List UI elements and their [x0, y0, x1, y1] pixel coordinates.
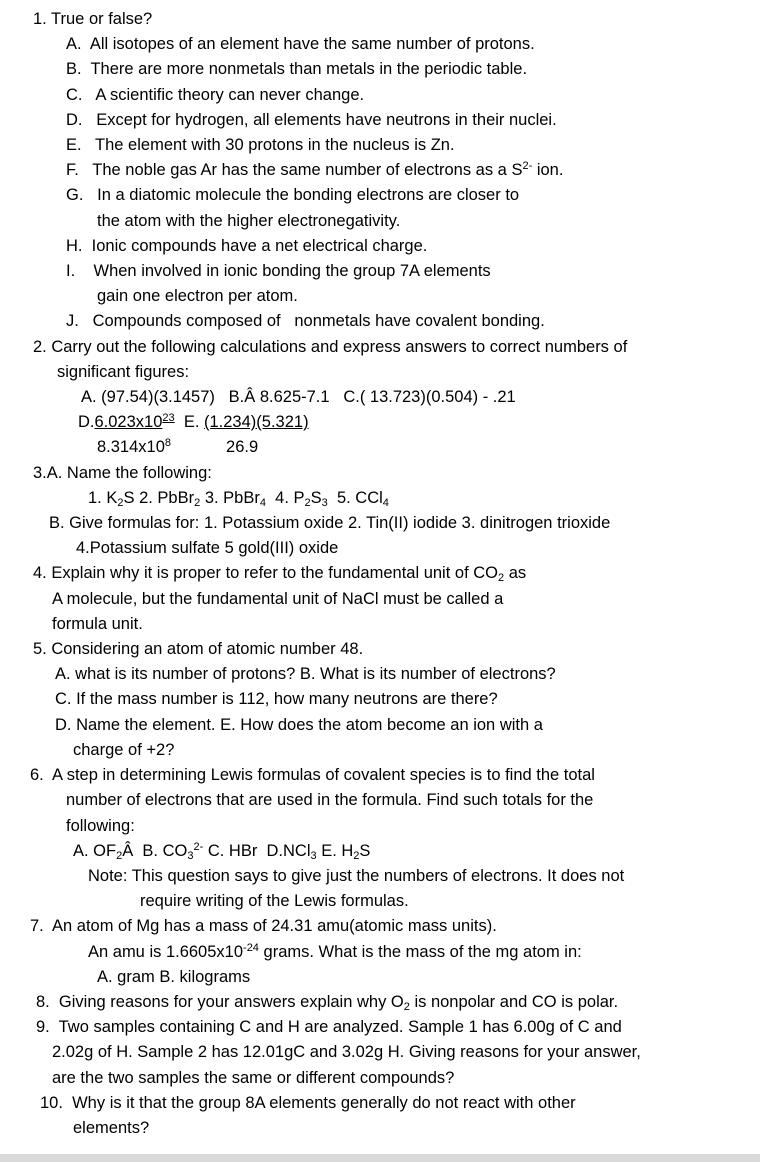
document-line — [0, 713, 760, 738]
document-line — [0, 461, 760, 486]
text-segment: is nonpolar and CO is polar. — [409, 992, 619, 1011]
text-segment: 8 — [164, 437, 172, 450]
document-line — [0, 561, 760, 586]
text-segment: An amu is 1.6605x10 — [88, 942, 244, 961]
document-line — [0, 83, 760, 108]
text-segment: S — [310, 488, 322, 507]
text-segment: the atom with the higher electronegativity. — [97, 211, 401, 230]
text-segment: are the two samples the same or different compounds? — [52, 1068, 455, 1087]
text-segment: 4 — [382, 496, 389, 509]
page-bottom-edge — [0, 1154, 760, 1162]
text-segment: 3.A. Name the following: — [33, 463, 212, 482]
text-segment: 4. Explain why it is proper to refer to the fundamental unit of CO — [33, 564, 498, 583]
text-segment: grams. What is the mass of the mg atom in: — [258, 942, 582, 961]
document-line — [0, 410, 760, 435]
document-line — [0, 536, 760, 561]
text-segment: 5. Considering an atom of atomic number 48. — [33, 640, 364, 659]
text-segment: 4.Potassium sulfate 5 gold(III) oxide — [76, 539, 339, 558]
document-line — [0, 259, 760, 284]
text-segment: 4. P — [265, 488, 305, 507]
text-segment: charge of +2? — [73, 740, 175, 759]
text-segment: 4 — [259, 496, 266, 509]
document-line — [0, 7, 760, 32]
text-segment: 3 — [187, 849, 194, 862]
document-line — [0, 738, 760, 763]
document-line — [0, 687, 760, 712]
text-segment: B. Give formulas for: 1. Potassium oxide 2. Tin(II) iodide 3. dinitrogen trioxide — [49, 514, 611, 533]
document-line — [0, 209, 760, 234]
document-line — [0, 965, 760, 990]
document-line — [0, 511, 760, 536]
document-line — [0, 763, 760, 788]
text-segment: 2 — [116, 849, 123, 862]
document-line — [0, 1116, 760, 1141]
text-segment: E. H — [316, 841, 354, 860]
text-segment: 2 — [498, 572, 505, 585]
document-line — [0, 839, 760, 864]
text-segment: -24 — [243, 941, 259, 954]
text-segment: following: — [66, 816, 135, 835]
document-line — [0, 637, 760, 662]
document-line — [0, 435, 760, 460]
document-line — [0, 587, 760, 612]
text-segment: G. In a diatomic molecule the bonding electrons are closer to — [66, 186, 520, 205]
document-line — [0, 385, 760, 410]
text-segment: A. (97.54)(3.1457) B.Â 8.625-7.1 C.( 13.723)(0.504) - .21 — [81, 388, 516, 407]
text-segment: as — [504, 564, 527, 583]
text-segment: 7. An atom of Mg has a mass of 24.31 amu(atomic mass units). — [30, 917, 497, 936]
document-line — [0, 108, 760, 133]
document-line — [0, 1040, 760, 1065]
document-line — [0, 360, 760, 385]
text-segment: Â B. CO — [122, 841, 188, 860]
text-segment: 3 — [310, 849, 317, 862]
document-line — [0, 284, 760, 309]
text-segment: 1. True or false? — [33, 10, 153, 28]
text-segment: A. All isotopes of an element have the same number of protons. — [66, 35, 535, 54]
text-segment: significant figures: — [57, 362, 190, 381]
text-segment: (1.234)(5.321) — [204, 413, 309, 432]
text-segment: gain one electron per atom. — [97, 287, 298, 306]
document-line — [0, 32, 760, 57]
document-line — [0, 486, 760, 511]
document-line — [0, 788, 760, 813]
document-line — [0, 133, 760, 158]
text-segment: I. When involved in ionic bonding the group 7A elements — [66, 262, 491, 281]
text-segment: 3. PbBr — [200, 488, 260, 507]
text-segment: B. There are more nonmetals than metals in the periodic table. — [66, 60, 528, 79]
text-segment: 2.02g of H. Sample 2 has 12.01gC and 3.02g H. Giving reasons for your answer, — [52, 1043, 641, 1062]
text-segment: Note: This question says to give just the numbers of electrons. It does not — [88, 866, 625, 885]
document-line — [0, 814, 760, 839]
text-segment: E. The element with 30 protons in the nucleus is Zn. — [66, 136, 455, 155]
document-line — [0, 158, 760, 183]
text-segment: require writing of the Lewis formulas. — [140, 892, 409, 911]
text-segment: 8.314x10 — [97, 438, 165, 457]
text-segment: number of electrons that are used in the formula. Find such totals for the — [66, 791, 594, 810]
document-line — [0, 335, 760, 360]
document-line — [0, 1091, 760, 1116]
text-segment: 2 — [353, 849, 360, 862]
document-line — [0, 57, 760, 82]
text-segment: A. gram B. kilograms — [97, 967, 251, 986]
text-segment: 5. CCl — [327, 488, 383, 507]
text-segment: 2 — [304, 496, 311, 509]
text-segment: 2 — [117, 496, 124, 509]
document-line — [0, 612, 760, 637]
text-segment: F. The noble gas Ar has the same number of electrons as a S — [66, 161, 523, 180]
text-segment: 2- — [193, 840, 204, 853]
text-segment: D. — [78, 413, 95, 432]
text-segment: 8. Giving reasons for your answers explain why O — [36, 992, 404, 1011]
document-line — [0, 864, 760, 889]
text-segment: S 2. PbBr — [123, 488, 195, 507]
text-segment: 9. Two samples containing C and H are analyzed. Sample 1 has 6.00g of C and — [36, 1018, 622, 1037]
text-segment: A. what is its number of protons? B. What is its number of electrons? — [55, 665, 556, 684]
text-segment: 10. Why is it that the group 8A elements generally do not react with other — [40, 1093, 576, 1112]
document-line — [0, 889, 760, 914]
text-segment: D. Except for hydrogen, all elements have neutrons in their nuclei. — [66, 110, 557, 129]
text-segment: H. Ionic compounds have a net electrical charge. — [66, 236, 428, 255]
document-line — [0, 183, 760, 208]
text-segment: 1. K — [88, 488, 118, 507]
text-segment: C. HBr D.NCl — [203, 841, 311, 860]
text-segment: A molecule, but the fundamental unit of NaCl must be called a — [52, 589, 504, 608]
text-segment: elements? — [73, 1118, 150, 1137]
document-line — [0, 914, 760, 939]
document-line — [0, 662, 760, 687]
text-segment: formula unit. — [52, 614, 143, 633]
document-line — [0, 1066, 760, 1091]
text-segment: C. A scientific theory can never change. — [66, 85, 365, 104]
document-line — [0, 234, 760, 259]
text-segment: ion. — [532, 161, 564, 180]
text-segment: J. Compounds composed of nonmetals have covalent bonding. — [66, 312, 545, 331]
text-segment: 2. Carry out the following calculations and express answers to correct numbers of — [33, 337, 628, 356]
text-segment: 2- — [522, 160, 533, 173]
document-line — [0, 309, 760, 334]
text-segment: 2 — [194, 496, 201, 509]
document-line — [0, 1015, 760, 1040]
text-segment: 6.023x10 — [94, 413, 163, 432]
text-segment: 3 — [321, 496, 328, 509]
text-segment: A. OF — [73, 841, 117, 860]
text-segment: 2 — [403, 1000, 410, 1013]
text-segment: 23 — [162, 412, 175, 425]
text-segment: E. — [174, 413, 204, 432]
text-segment: C. If the mass number is 112, how many neutrons are there? — [55, 690, 498, 709]
text-segment: S — [359, 841, 371, 860]
text-segment: 26.9 — [171, 438, 259, 457]
document-line — [0, 990, 760, 1015]
text-segment: 6. A step in determining Lewis formulas of covalent species is to find the total — [30, 766, 595, 785]
text-segment: D. Name the element. E. How does the atom become an ion with a — [55, 715, 543, 734]
document-line — [0, 940, 760, 965]
